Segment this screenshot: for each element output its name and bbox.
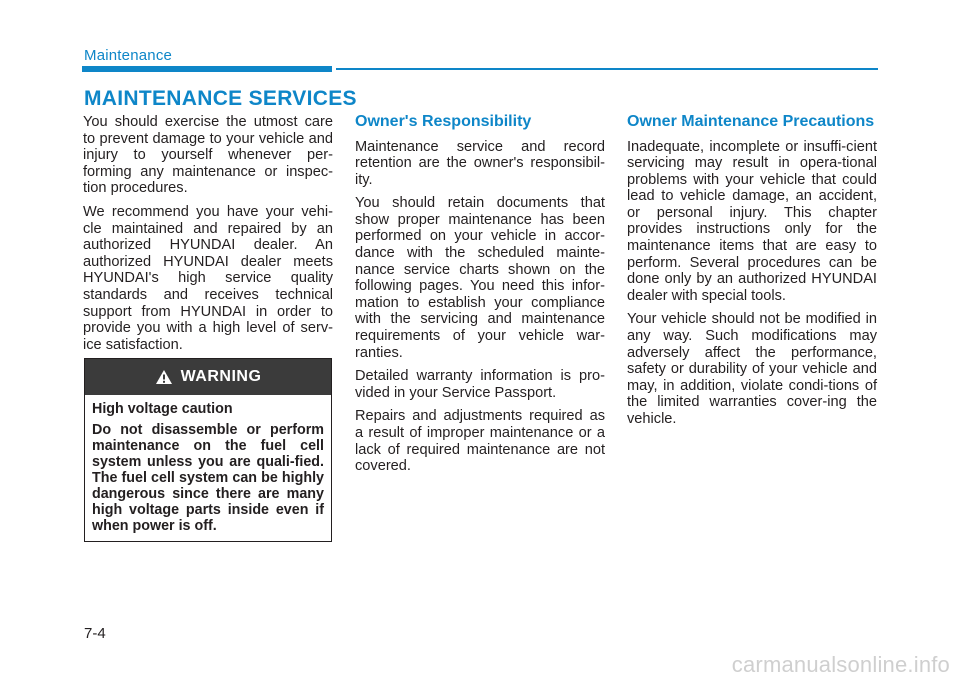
watermark: carmanualsonline.info [731,652,950,677]
paragraph: You should retain documents that show proper maintenance has been performed on your vehicle in accor-dance with the scheduled mainte-nance service charts shown on the following pages. You need this infor-mation to establish your compliance with the servicing and maintenance requirements of your vehicle war-ranties. [355,195,605,361]
paragraph: Repairs and adjustments required as a result of improper maintenance or a lack of required maintenance are not covered. [355,408,605,475]
page-number: 7-4 [84,625,106,642]
section-label: Maintenance [84,47,173,64]
warning-body [85,395,331,534]
heading-owner-maintenance-precautions: Owner Maintenance Precautions [627,113,875,130]
column-2 [355,114,605,482]
page-title: MAINTENANCE SERVICES [84,87,357,110]
paragraph: Detailed warranty information is pro-vided in your Service Passport. [355,368,605,401]
header-rule-thick [82,66,332,72]
paragraph: You should exercise the utmost care to prevent damage to your vehicle and injury to yourself whenever per-forming any maintenance or inspec-tion procedures. [83,114,333,197]
warning-label: WARNING [180,368,262,385]
warning-triangle-icon [155,369,173,385]
paragraph: Inadequate, incomplete or insuffi-cient servicing may result in opera-tional problems with your vehicle that could lead to vehicle damage, an accident, or personal injury. This chapter provides instructions only for the maintenance items that are easy to perform. Several procedures can be done only by an authorized HYUNDAI dealer with special tools. [627,138,877,304]
warning-box [84,358,332,542]
warning-text: Do not disassemble or perform maintenance on the fuel cell system unless you are quali-fied. The fuel cell system can be highly dangerous since there are many high voltage parts inside even if when power is off. [92,422,324,534]
paragraph: We recommend you have your vehi-cle maintained and repaired by an authorized HYUNDAI dealer. An authorized HYUNDAI dealer meets HYUNDAI's high service quality standards and receives technical support from HYUNDAI in order to provide you with a high level of serv-ice satisfaction. [83,203,333,353]
column-1 [83,114,333,360]
paragraph: Your vehicle should not be modified in any way. Such modifications may adversely affect the performance, safety or durability of your vehicle and may, in addition, violate condi-tions of the limited warranties cover-ing the vehicle. [627,311,877,427]
warning-subtitle: High voltage caution [92,401,233,417]
header-rule-thin [336,68,878,70]
column-3 [627,114,877,435]
paragraph: Maintenance service and record retention are the owner's responsibil-ity. [355,138,605,188]
heading-owners-responsibility: Owner's Responsibility [355,113,532,130]
warning-header [85,359,331,395]
